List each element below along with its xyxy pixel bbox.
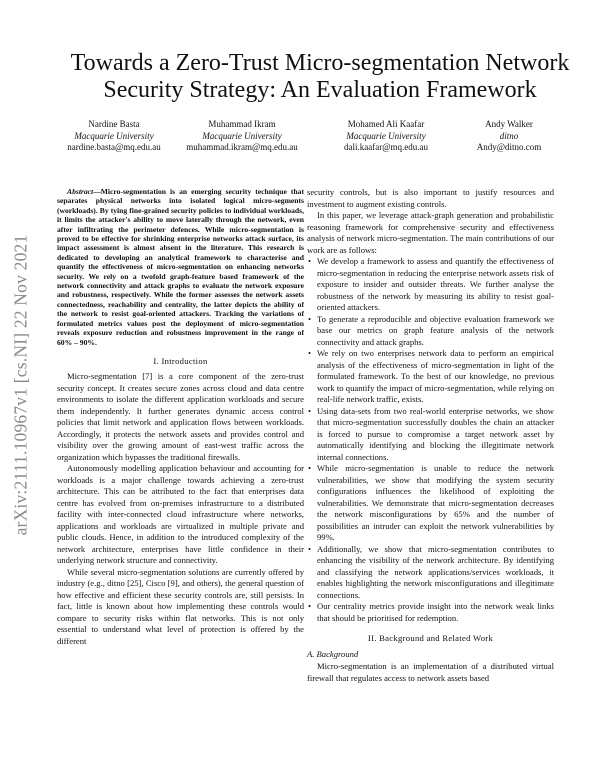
author-1 xyxy=(67,119,161,154)
author-affiliation: ditno xyxy=(499,130,519,141)
list-item: • We rely on two enterprises network data to perform an empirical analysis of the effectiveness of micro-segmentation in light of the formulated framework. To the best of our knowledge, no previous work to quantify the impact of micro-segmentation, while relying on real-life network traffic, exists. xyxy=(317,348,554,406)
author-email: muhammad.ikram@mq.edu.au xyxy=(186,142,298,152)
abstract-label: Abstract xyxy=(67,187,94,196)
arxiv-identifier-stamp xyxy=(8,195,34,575)
author-affiliation: Macquarie University xyxy=(74,130,154,141)
author-affiliation: Macquarie University xyxy=(346,130,426,141)
author-4 xyxy=(477,119,542,154)
left-column xyxy=(57,187,304,647)
intro-paragraph-3: While several micro-segmentation solutions are currently offered by industry (e.g., ditno [25], Cisco [9], and others), the general question of how effective and efficient these security controls are, still persists. In fact, little is known about how implementing these controls would compare to security risks within flat networks. This is not only essential to understand what level of protection is offered by the different xyxy=(57,566,304,646)
list-item: • Using data-sets from two real-world enterprise networks, we show that micro-segmentation successfully doubles the chain an attacker is forced to pursue to compromise a target network asset by automatically identifying and blocking the illegitimate network internal connections. xyxy=(317,406,554,464)
intro-paragraph-2: Autonomously modelling application behaviour and accounting for workloads is a major challenge towards achieving a zero-trust architecture. This can be attributed to the fact that enterprises data centre has evolved from on-premises infrastructure to a distributed facility with inter-connected cloud infrastructure where networks, applications and workloads are virtualized in multiple private and public clouds. Hence, in addition to the introduced complexity of the network architecture, enterprises have little confidence in their underlying network structure and connectivity. xyxy=(57,463,304,566)
section-heading-introduction: I. Introduction xyxy=(153,355,208,366)
author-email: nardine.basta@mq.edu.au xyxy=(67,142,161,152)
right-column xyxy=(307,187,554,684)
author-name: Andy Walker xyxy=(485,119,533,129)
intro-paragraph-1: Micro-segmentation [7] is a core component of the zero-trust security concept. It creates secure zones across cloud and data centre environments to isolate the different application workloads and secure them independently. It further generates dynamic access control policies that limit network and application flows between workloads. Accordingly, it protects the network assets and provides control and visibility over the growing amount of east-west traffic across the organization which bypasses the traditional firewalls. xyxy=(57,371,304,462)
author-name: Muhammad Ikram xyxy=(208,119,276,129)
author-name: Mohamed Ali Kaafar xyxy=(347,119,425,129)
continuation-paragraph: security controls, but is also important to justify resources and investment to augment existing controls. xyxy=(307,187,554,209)
abstract xyxy=(57,187,304,347)
author-2 xyxy=(186,119,298,154)
background-paragraph: Micro-segmentation is an implementation of a distributed virtual firewall that regulates access to network assets based xyxy=(307,661,554,683)
author-3 xyxy=(344,119,428,154)
author-name: Nardine Basta xyxy=(88,119,140,129)
abstract-text: —Micro-segmentation is an emerging security technique that separates physical networks into isolated logical micro-segments (workloads). By tying fine-grained security policies to individual workloads, it limits the attacker's ability to move laterally through the network, even after infiltrating the perimeter defences. While micro-segmentation is proved to be effective for shrinking enterprise networks attack surface, its impact assessment is almost absent in the literature. This research is dedicated to developing an analytical framework to characterise and quantify the effectiveness of micro-segmentation on enhancing networks security. We rely on a twofold graph-feature based framework of the network connectivity and attack graphs to evaluate the network exposure and robustness, respectively. While the former assesses the network assets connectedness, reachability and centrality, the latter depicts the ability of the network to resist goal-oriented attackers. Tracking the variations of formulated metrics values post the deployment of micro-segmentation reveals exposure reduction and robustness improvement in the range of 60% – 90%. xyxy=(57,187,304,347)
list-item: • To generate a reproducible and objective evaluation framework we base our metrics on graph feature analysis of the network connectivity and attack graphs. xyxy=(317,314,554,349)
subsection-heading-background: A. Background xyxy=(307,648,359,659)
author-affiliation: Macquarie University xyxy=(202,130,282,141)
author-email: dali.kaafar@mq.edu.au xyxy=(343,142,429,152)
author-email: Andy@ditno.com xyxy=(476,142,542,152)
paper-title: Towards a Zero-Trust Micro-segmentation Network Security Strategy: An Evaluation Framework xyxy=(70,50,570,103)
contributions-list xyxy=(307,256,554,624)
section-heading-background: II. Background and Related Work xyxy=(367,633,494,643)
list-item: • Additionally, we show that micro-segmentation contributes to enhancing the visibility of the network architecture. By identifying and classifying the network applications/services workloads, it enables highlighting the network misconfigurations and illegitimate connections. xyxy=(317,544,554,602)
list-item: • Our centrality metrics provide insight into the network weak links that should be prioritised for redemption. xyxy=(317,601,554,624)
list-item: • While micro-segmentation is unable to reduce the network vulnerabilities, we show that modifying the system security configurations influences the likelihood of exploiting the vulnerabilities. We demonstrate that micro-segmentation decreases the network misconfigurations by 65% and the number of possibilities an intruder can exploit the network vulnerabilities by 99%. xyxy=(317,463,554,544)
contributions-intro-paragraph: In this paper, we leverage attack-graph generation and probabilistic reasoning framework for comprehensive security and effectiveness analysis of network micro-segmentation. The main contributions of our work are as follows: xyxy=(307,210,554,255)
list-item: • We develop a framework to assess and quantify the effectiveness of micro-segmentation in reducing the enterprise network assets risk of exposure to insider and outsider threats. We further analyse the robustness of the network by measuring its ability to resist goal-oriented attackers. xyxy=(317,256,554,314)
arxiv-stamp-text: arXiv:2111.10967v1 [cs.NI] 22 Nov 2021 xyxy=(10,234,31,536)
author-block xyxy=(0,119,600,159)
